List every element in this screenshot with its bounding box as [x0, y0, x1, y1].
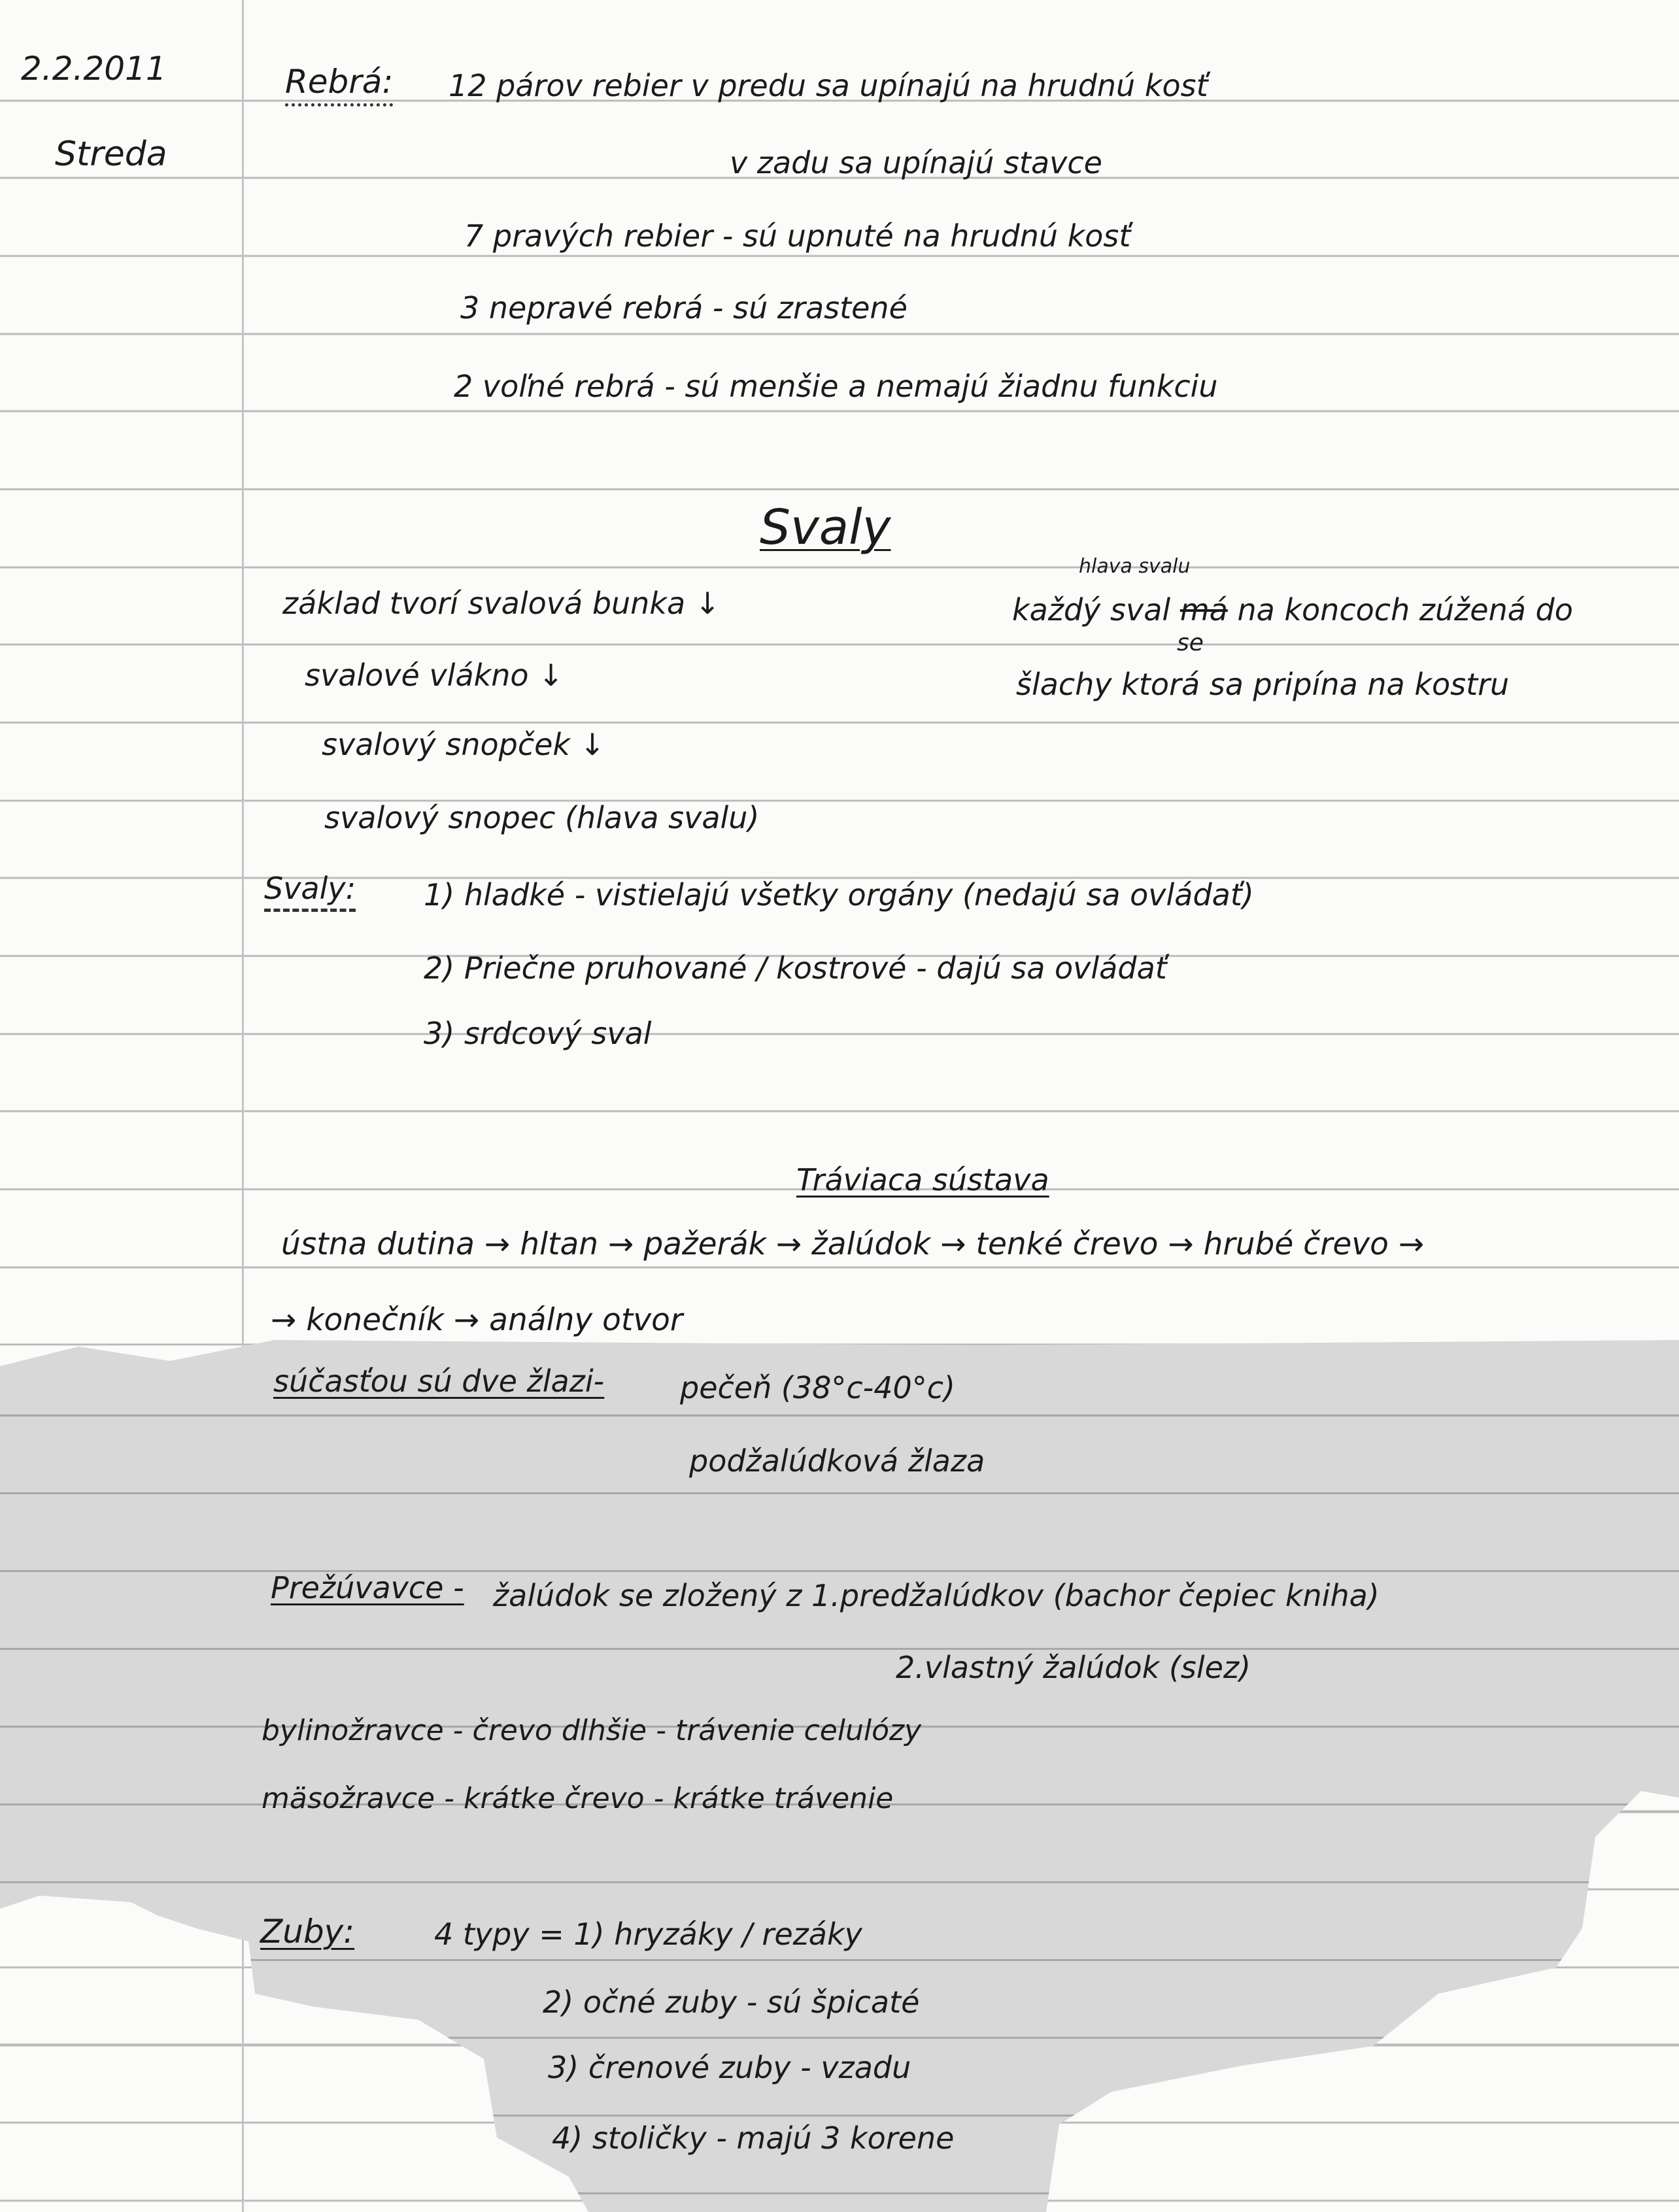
teeth-heading	[260, 1913, 355, 1951]
glands-heading	[273, 1364, 605, 1399]
muscle-tendon-se: se	[1177, 629, 1204, 656]
ribs-label: Rebrá:	[285, 63, 393, 107]
weekday: Streda	[55, 135, 167, 174]
digestion-flow-2: → konečník → análny otvor	[271, 1302, 683, 1338]
muscle-tendon-struck: má	[1179, 592, 1228, 628]
muscle-type-2: 2) Priečne pruhované / kostrové - dajú sa ovládať	[424, 950, 1167, 986]
ribs-line-1: 12 párov rebier v predu sa upínajú na hrudnú kosť	[449, 68, 1208, 103]
muscle-tendon-b: na koncoch zúžená do	[1237, 592, 1573, 628]
muscle-structure-1: základ tvorí svalová bunka ↓	[282, 586, 721, 621]
ruminants-heading	[271, 1570, 464, 1605]
ruminants-line-2: 2.vlastný žalúdok (slez)	[896, 1650, 1251, 1685]
muscle-structure-4: svalový snopec (hlava svalu)	[324, 800, 760, 835]
muscle-structure-3: svalový snopček ↓	[322, 727, 605, 762]
muscle-type-1: 1) hladké - vistielajú všetky orgány (nedajú sa ovládať)	[424, 877, 1254, 913]
ruminants-label: Prežúvavce -	[271, 1570, 464, 1605]
ribs-line-4: 3 nepravé rebrá - sú zrastené	[460, 290, 907, 326]
muscle-tendon-line-1	[1012, 592, 1573, 628]
muscles-title: Svaly	[760, 499, 891, 556]
herbivores-line: bylinožravce - črevo dlhšie - trávenie celulózy	[262, 1714, 922, 1747]
ruminants-line-1: žalúdok se zložený z 1.predžalúdkov (bachor čepiec kniha)	[493, 1578, 1380, 1613]
teeth-line-1: 4 typy = 1) hryzáky / rezáky	[434, 1917, 862, 1952]
ribs-line-3: 7 pravých rebier - sú upnuté na hrudnú kosť	[464, 218, 1131, 254]
ribs-line-2: v zadu sa upínajú stavce	[730, 145, 1102, 180]
teeth-line-3: 3) črenové zuby - vzadu	[548, 2050, 911, 2085]
date: 2.2.2011	[21, 50, 167, 88]
muscle-structure-2: svalové vlákno ↓	[305, 658, 564, 693]
muscle-type-3: 3) srdcový sval	[424, 1016, 652, 1051]
digestion-flow-1: ústna dutina → hltan → pažerák → žalúdok → tenké črevo → hrubé črevo →	[281, 1226, 1425, 1262]
glands-label: súčasťou sú dve žlazi-	[273, 1364, 605, 1399]
muscle-types-heading	[264, 871, 356, 906]
ribs-heading	[285, 63, 394, 101]
teeth-label: Zuby:	[260, 1913, 355, 1951]
carnivores-line: mäsožravce - krátke črevo - krátke trávenie	[262, 1782, 894, 1815]
teeth-line-4: 4) stoličky - majú 3 korene	[552, 2120, 955, 2156]
muscle-note-above: hlava svalu	[1079, 555, 1191, 578]
gland-liver: pečeň (38°c-40°c)	[680, 1370, 956, 1405]
muscle-tendon-a: každý sval	[1012, 592, 1171, 628]
muscle-tendon-line-2: šlachy ktorá sa pripína na kostru	[1016, 667, 1510, 702]
teeth-line-2: 2) očné zuby - sú špicaté	[543, 1985, 920, 2020]
digestion-title: Tráviaca sústava	[796, 1162, 1049, 1198]
gland-pancreas: podžalúdková žlaza	[689, 1443, 985, 1479]
muscle-types-label: Svaly:	[264, 871, 356, 912]
ribs-line-5: 2 voľné rebrá - sú menšie a nemajú žiadnu funkciu	[454, 369, 1218, 404]
